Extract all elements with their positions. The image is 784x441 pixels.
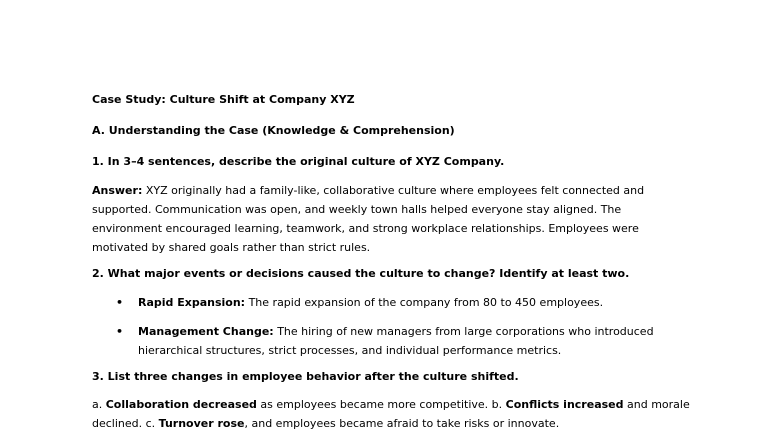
question-1: 1. In 3–4 sentences, describe the original culture of XYZ Company. bbox=[92, 155, 505, 168]
change-a-label: Collaboration decreased bbox=[105, 398, 257, 411]
list-item-label: Rapid Expansion: bbox=[138, 296, 246, 309]
change-b-label: Conflicts increased bbox=[505, 398, 624, 411]
list-item-text: The rapid expansion of the company from 80 to 450 employees. bbox=[245, 296, 604, 309]
list-item-text: The hiring of new managers from large corporations who introduced hierarchical structures, strict processes, and individual performance metrics. bbox=[138, 325, 654, 357]
bullet-icon: • bbox=[116, 325, 124, 338]
question-2-list bbox=[92, 293, 692, 360]
document-page bbox=[92, 93, 692, 433]
list-item bbox=[92, 322, 692, 360]
question-2: 2. What major events or decisions caused the culture to change? Identify at least two. bbox=[92, 267, 630, 280]
answer-3-paragraph bbox=[92, 395, 692, 433]
answer-1-paragraph bbox=[92, 181, 692, 257]
change-c-label: Turnover rose bbox=[158, 417, 245, 430]
change-c-text: , and employees became afraid to take risks or innovate. bbox=[244, 417, 560, 430]
list-item bbox=[92, 293, 692, 312]
answer-1-text: XYZ originally had a family-like, collaborative culture where employees felt connected and supported. Communication was open, and weekly town halls helped everyone stay aligned. The environment encouraged learning, teamwork, and strong workplace relationships. Employees were motivated by shared goals rather than strict rules. bbox=[92, 184, 645, 254]
change-a-text: as employees became more competitive. b. bbox=[256, 398, 506, 411]
question-3: 3. List three changes in employee behavior after the culture shifted. bbox=[92, 370, 519, 383]
list-item-label: Management Change: bbox=[138, 325, 274, 338]
bullet-icon: • bbox=[116, 296, 124, 309]
change-b-text: and morale declined. c. bbox=[92, 398, 690, 430]
document-title: Case Study: Culture Shift at Company XYZ bbox=[92, 93, 355, 106]
answer-label: Answer: bbox=[92, 184, 143, 197]
section-a-heading: A. Understanding the Case (Knowledge & Comprehension) bbox=[92, 124, 455, 137]
answer-3-prefix: a. bbox=[92, 398, 106, 411]
